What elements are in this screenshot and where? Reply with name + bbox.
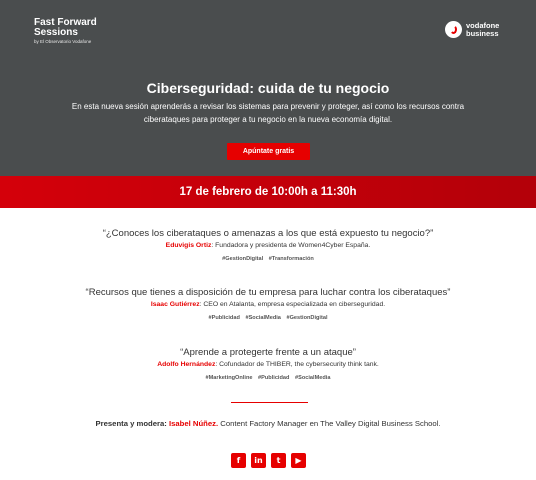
- presenter-role: Content Factory Manager en The Valley Digital Business School.: [220, 419, 441, 428]
- tag-list: [0, 373, 536, 383]
- presenter-name: Isabel Núñez.: [169, 419, 219, 428]
- linkedin-icon[interactable]: in: [251, 453, 266, 468]
- facebook-icon[interactable]: f: [231, 453, 246, 468]
- talk-speaker-line: [0, 359, 536, 371]
- speaker-role: : CEO en Atalanta, empresa especializada en ciberseguridad.: [199, 301, 386, 308]
- speaker-role: : Fundadora y presidenta de Women4Cyber España.: [211, 242, 371, 249]
- brand-line-2: Sessions: [34, 27, 78, 38]
- hashtag[interactable]: #Publicidad: [208, 315, 240, 321]
- vodafone-icon: [445, 21, 462, 38]
- talk-quote: “Aprende a protegerte frente a un ataque”: [180, 347, 356, 358]
- hero-intro: En esta nueva sesión aprenderás a revisar los sistemas para prevenir y proteger, así como los recursos contra ciberataques para proteger a tu negocio en la nueva economía digital.: [71, 102, 465, 124]
- hero-title: Ciberseguridad: cuida de tu negocio: [146, 80, 390, 96]
- presenter-label: Presenta y modera:: [95, 419, 167, 428]
- speaker-name: Eduvigis Ortiz: [165, 242, 212, 249]
- talk-quote: “¿Conoces los ciberataques o amenazas a los que está expuesto tu negocio?”: [102, 228, 434, 239]
- twitter-icon[interactable]: t: [271, 453, 286, 468]
- hashtag[interactable]: #Publicidad: [258, 375, 290, 381]
- vodafone-wordmark: [466, 22, 499, 38]
- hashtag[interactable]: #Transformación: [268, 256, 314, 262]
- brand-line-1: Fast Forward: [34, 17, 97, 28]
- hashtag[interactable]: #GestionDigital: [222, 256, 264, 262]
- hashtag[interactable]: #SocialMedia: [245, 315, 281, 321]
- vodafone-word: vodafone: [466, 20, 500, 30]
- vodafone-business-logo: [445, 21, 499, 38]
- talk-1: [0, 228, 536, 264]
- hashtag[interactable]: #GestionDigital: [286, 315, 328, 321]
- tag-list: [0, 313, 536, 323]
- divider: [231, 402, 308, 403]
- signup-button[interactable]: Apúntate gratis: [227, 143, 310, 160]
- presenter-line: [0, 419, 536, 428]
- business-word: business: [466, 28, 499, 38]
- brand-subtitle: by El Observatorio Vodafone: [34, 39, 92, 44]
- speaker-name: Isaac Gutiérrez: [150, 301, 200, 308]
- talk-speaker-line: [0, 299, 536, 311]
- speaker-name: Adolfo Hernández: [157, 361, 216, 368]
- talk-speaker-line: [0, 240, 536, 252]
- speaker-role: : Cofundador de THIBER, the cybersecurity think tank.: [215, 361, 379, 368]
- header: [0, 0, 536, 176]
- hashtag[interactable]: #MarketingOnline: [205, 375, 253, 381]
- social-links: [231, 453, 306, 468]
- talk-3: [0, 347, 536, 383]
- talk-quote: “Recursos que tienes a disposición de tu empresa para luchar contra los ciberataques”: [85, 287, 451, 298]
- talk-2: [0, 287, 536, 323]
- hashtag[interactable]: #SocialMedia: [295, 375, 331, 381]
- event-date: 17 de febrero de 10:00h a 11:30h: [0, 176, 536, 208]
- youtube-icon[interactable]: ▶: [291, 453, 306, 468]
- tag-list: [0, 254, 536, 264]
- fast-forward-logo: [34, 18, 97, 45]
